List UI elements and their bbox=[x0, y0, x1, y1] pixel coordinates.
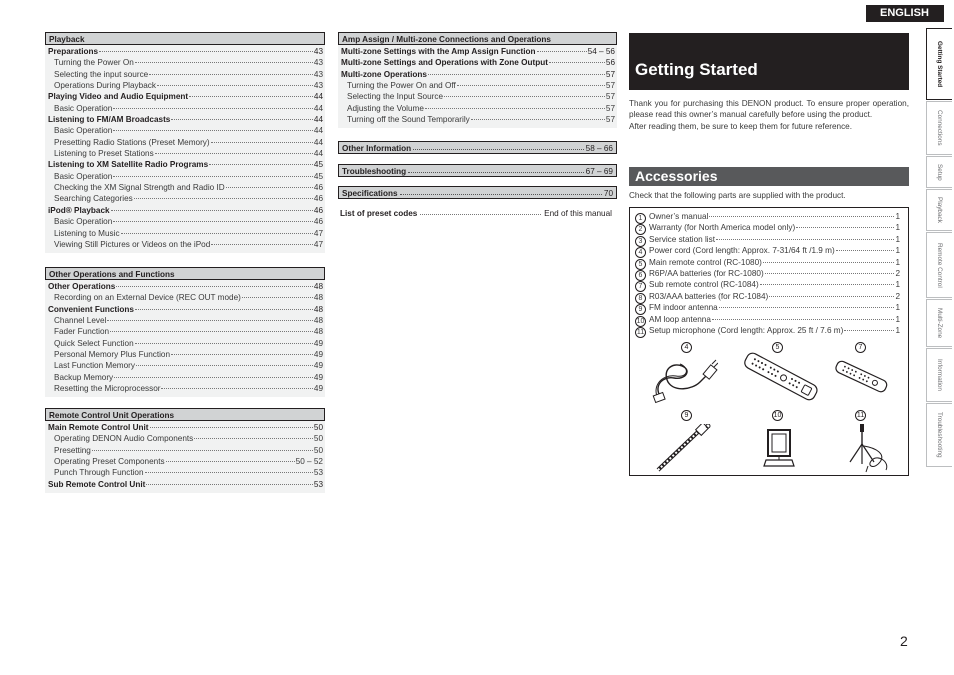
toc-entry-label: Quick Select Function bbox=[54, 338, 134, 348]
toc-entry-page: 56 bbox=[605, 58, 615, 68]
accessory-item bbox=[635, 291, 900, 302]
toc-entry-page: 49 bbox=[313, 361, 323, 371]
toc-entry-label: Personal Memory Plus Function bbox=[54, 350, 171, 360]
leader-dots bbox=[709, 216, 894, 217]
toc-amp-assign bbox=[338, 32, 617, 128]
toc-entry-label: Listening to Music bbox=[54, 228, 120, 238]
toc-entry-label: Fader Function bbox=[54, 327, 110, 337]
item-number: 1 bbox=[635, 213, 646, 224]
toc-entry-label: Multi-zone Settings and Operations with Zone Output bbox=[341, 58, 548, 68]
item-label: Warranty (for North America model only) bbox=[649, 223, 796, 233]
section-label: List of preset codes bbox=[340, 209, 418, 218]
toc-entry[interactable] bbox=[341, 46, 615, 57]
toc-preset-codes[interactable] bbox=[340, 209, 612, 218]
toc-entry-label: Viewing Still Pictures or Videos on the iPod bbox=[54, 239, 211, 249]
toc-entry[interactable] bbox=[48, 103, 323, 114]
item-quantity: 2 bbox=[895, 268, 900, 278]
main-remote-icon bbox=[738, 350, 822, 402]
item-label: R6P/AA batteries (for RC-1080) bbox=[649, 268, 764, 278]
item-number: 6 bbox=[635, 270, 646, 281]
toc-entry-label: Basic Operation bbox=[54, 217, 113, 227]
leader-dots bbox=[113, 221, 313, 222]
leader-dots bbox=[760, 284, 895, 285]
toc-entry-label: Turning off the Sound Temporarily bbox=[347, 115, 470, 125]
accessory-item bbox=[635, 279, 900, 290]
fm-antenna-icon bbox=[652, 424, 714, 474]
leader-dots bbox=[242, 297, 313, 298]
toc-entry[interactable] bbox=[48, 360, 323, 371]
toc-entry[interactable] bbox=[48, 304, 323, 315]
toc-entry[interactable] bbox=[48, 281, 323, 292]
leader-dots bbox=[157, 85, 313, 86]
toc-playback bbox=[45, 32, 325, 253]
leader-dots bbox=[150, 427, 313, 428]
item-quantity: 1 bbox=[895, 325, 900, 335]
toc-entry[interactable] bbox=[48, 46, 323, 57]
toc-entry-page: 48 bbox=[313, 304, 323, 314]
leader-dots bbox=[457, 85, 605, 86]
leader-dots bbox=[113, 130, 313, 131]
toc-entry[interactable] bbox=[48, 479, 323, 490]
toc-entry-label: Operating DENON Audio Components bbox=[54, 434, 194, 444]
toc-entry-page: 57 bbox=[605, 81, 615, 91]
toc-entry-page: 48 bbox=[313, 327, 323, 337]
leader-dots bbox=[763, 262, 895, 263]
toc-entry[interactable] bbox=[48, 114, 323, 125]
leader-dots bbox=[796, 227, 894, 228]
toc-entry[interactable] bbox=[48, 445, 323, 456]
toc-entry[interactable] bbox=[48, 228, 323, 239]
item-number: 11 bbox=[636, 328, 645, 336]
toc-entry-page: 50 bbox=[313, 434, 323, 444]
leader-dots bbox=[171, 119, 313, 120]
item-label: Service station list bbox=[649, 234, 715, 244]
toc-entry-page: 46 bbox=[313, 194, 323, 204]
toc-entry-page: 49 bbox=[313, 350, 323, 360]
accessory-item bbox=[635, 222, 900, 233]
accessory-item bbox=[635, 257, 900, 268]
section-label: Specifications bbox=[342, 189, 398, 198]
toc-entry-label: Presetting Radio Stations (Preset Memory) bbox=[54, 137, 210, 147]
leader-dots bbox=[836, 250, 895, 251]
toc-entry-label: Selecting the Input Source bbox=[347, 92, 444, 102]
leader-dots bbox=[171, 354, 313, 355]
leader-dots bbox=[145, 472, 313, 473]
intro-paragraph: Thank you for purchasing this DENON product. To ensure proper operation, please read this owner’s manual carefully before using the product. bbox=[629, 99, 909, 120]
toc-entry-label: Presetting bbox=[54, 445, 91, 455]
accessory-item bbox=[635, 211, 900, 222]
item-number: 7 bbox=[635, 281, 646, 292]
toc-entry[interactable] bbox=[48, 205, 323, 216]
leader-dots bbox=[116, 286, 313, 287]
toc-entry[interactable] bbox=[48, 80, 323, 91]
toc-entry[interactable] bbox=[48, 125, 323, 136]
item-number: 4 bbox=[635, 247, 646, 258]
leader-dots bbox=[99, 51, 313, 52]
side-tab[interactable] bbox=[926, 28, 952, 100]
toc-entry[interactable] bbox=[48, 69, 323, 80]
toc-specifications[interactable] bbox=[338, 186, 617, 199]
toc-entry-page: 44 bbox=[313, 103, 323, 113]
toc-entry-label: Preparations bbox=[48, 47, 99, 56]
toc-entry-label: Punch Through Function bbox=[54, 468, 144, 478]
leader-dots bbox=[719, 307, 895, 308]
leader-dots bbox=[425, 108, 605, 109]
item-quantity: 1 bbox=[895, 280, 900, 290]
accessory-item bbox=[635, 268, 900, 279]
toc-entry-page: 53 bbox=[313, 479, 323, 489]
toc-entry-page: 45 bbox=[313, 171, 323, 181]
toc-entry[interactable] bbox=[48, 338, 323, 349]
toc-entry-label: Listening to Preset Stations bbox=[54, 149, 154, 159]
leader-dots bbox=[549, 62, 605, 63]
toc-entry-label: Backup Memory bbox=[54, 372, 114, 382]
toc-entry[interactable] bbox=[48, 171, 323, 182]
leader-dots bbox=[428, 74, 605, 75]
toc-remote-control bbox=[45, 408, 325, 493]
page-ref: 70 bbox=[603, 189, 613, 198]
toc-entry-page: 43 bbox=[313, 81, 323, 91]
accessories-heading: Accessories bbox=[629, 167, 909, 186]
item-number: 5 bbox=[635, 259, 646, 270]
toc-entry[interactable] bbox=[48, 349, 323, 360]
item-label: R03/AAA batteries (for RC-1084) bbox=[649, 291, 769, 301]
toc-entry[interactable] bbox=[48, 372, 323, 383]
toc-entry-page: 53 bbox=[313, 468, 323, 478]
toc-entry-label: Operations During Playback bbox=[54, 81, 156, 91]
leader-dots bbox=[135, 343, 313, 344]
leader-dots bbox=[166, 461, 295, 462]
side-tab[interactable] bbox=[926, 403, 952, 467]
side-tab-label: Remote Control bbox=[936, 242, 943, 288]
item-label: Power cord (Cord length: Approx. 7-31/64 ft /1.9 m) bbox=[649, 246, 835, 256]
toc-entry-label: Main Remote Control Unit bbox=[48, 423, 149, 432]
toc-entry-label: Basic Operation bbox=[54, 103, 113, 113]
leader-dots bbox=[769, 296, 894, 297]
side-tab-label: Information bbox=[936, 359, 943, 391]
toc-entry-label: Selecting the input source bbox=[54, 69, 149, 79]
leader-dots bbox=[113, 176, 313, 177]
accessories-box bbox=[629, 207, 909, 476]
toc-entry-label: Adjusting the Volume bbox=[347, 103, 424, 113]
toc-entry-page: 43 bbox=[313, 58, 323, 68]
item-quantity: 1 bbox=[895, 234, 900, 244]
leader-dots bbox=[413, 141, 584, 150]
toc-entry-page: 45 bbox=[313, 160, 323, 170]
toc-entry-label: Resetting the Microprocessor bbox=[54, 384, 161, 394]
accessory-item bbox=[635, 314, 900, 325]
toc-entry[interactable] bbox=[48, 193, 323, 204]
toc-entry-page: 46 bbox=[313, 183, 323, 193]
leader-dots bbox=[149, 74, 313, 75]
toc-entry[interactable] bbox=[341, 69, 615, 80]
toc-entry-page: 57 bbox=[605, 115, 615, 125]
am-loop-antenna-icon bbox=[760, 426, 800, 470]
toc-entry[interactable] bbox=[48, 467, 323, 478]
toc-other-operations bbox=[45, 267, 325, 397]
leader-dots bbox=[844, 330, 894, 331]
toc-body bbox=[45, 421, 325, 493]
toc-entry[interactable] bbox=[48, 383, 323, 394]
toc-entry[interactable] bbox=[48, 216, 323, 227]
leader-dots bbox=[107, 320, 313, 321]
toc-entry-page: 44 bbox=[313, 92, 323, 102]
toc-entry-page: 50 bbox=[313, 445, 323, 455]
toc-entry-label: Operating Preset Components bbox=[54, 457, 165, 467]
toc-entry[interactable] bbox=[341, 57, 615, 68]
toc-troubleshooting[interactable] bbox=[338, 164, 617, 177]
toc-other-information[interactable] bbox=[338, 141, 617, 154]
toc-body bbox=[338, 45, 617, 128]
leader-dots bbox=[134, 198, 313, 199]
picture-label: 10 bbox=[773, 412, 782, 419]
item-quantity: 1 bbox=[895, 257, 900, 267]
toc-entry[interactable] bbox=[48, 159, 323, 170]
toc-entry[interactable] bbox=[48, 292, 323, 303]
toc-entry-label: Basic Operation bbox=[54, 171, 113, 181]
accessories-list bbox=[635, 211, 900, 336]
item-quantity: 2 bbox=[895, 291, 900, 301]
accessory-item bbox=[635, 234, 900, 245]
toc-entry[interactable] bbox=[341, 103, 615, 114]
section-header: Amp Assign / Multi-zone Connections and Operations bbox=[338, 32, 617, 45]
page-ref: End of this manual bbox=[544, 209, 612, 218]
leader-dots bbox=[209, 164, 313, 165]
power-cord-icon bbox=[652, 356, 718, 404]
leader-dots bbox=[92, 450, 313, 451]
banner-underline bbox=[629, 89, 909, 93]
item-number: 3 bbox=[635, 236, 646, 247]
item-quantity: 1 bbox=[895, 223, 900, 233]
leader-dots bbox=[712, 319, 895, 320]
toc-entry[interactable] bbox=[48, 315, 323, 326]
page-title: Getting Started bbox=[635, 60, 758, 79]
toc-entry-label: Convenient Functions bbox=[48, 304, 134, 314]
picture-label: 4 bbox=[681, 342, 692, 353]
toc-entry-label: Listening to XM Satellite Radio Programs bbox=[48, 160, 209, 170]
side-nav-tabs bbox=[926, 28, 952, 468]
side-tab[interactable] bbox=[926, 101, 952, 155]
getting-started-banner bbox=[629, 33, 909, 93]
toc-entry-label: Other Operations bbox=[48, 282, 116, 291]
leader-dots bbox=[400, 186, 602, 195]
item-quantity: 1 bbox=[895, 246, 900, 256]
leader-dots bbox=[226, 187, 313, 188]
page-ref: 58 – 66 bbox=[585, 144, 613, 153]
toc-entry-page: 44 bbox=[313, 115, 323, 125]
item-label: FM indoor antenna bbox=[649, 303, 718, 313]
leader-dots bbox=[444, 96, 605, 97]
leader-dots bbox=[420, 206, 541, 215]
toc-entry-page: 43 bbox=[313, 47, 323, 56]
setup-microphone-icon bbox=[842, 422, 898, 476]
leader-dots bbox=[765, 273, 895, 274]
leader-dots bbox=[716, 239, 894, 240]
toc-entry-page: 49 bbox=[313, 372, 323, 382]
toc-entry[interactable] bbox=[48, 148, 323, 159]
item-number: 10 bbox=[636, 317, 645, 325]
leader-dots bbox=[113, 108, 313, 109]
leader-dots bbox=[211, 142, 313, 143]
side-tab[interactable] bbox=[926, 299, 952, 347]
leader-dots bbox=[135, 62, 313, 63]
leader-dots bbox=[121, 233, 313, 234]
toc-entry-page: 50 – 52 bbox=[295, 457, 323, 467]
toc-entry[interactable] bbox=[48, 182, 323, 193]
toc-entry-page: 48 bbox=[313, 293, 323, 303]
leader-dots bbox=[471, 119, 605, 120]
item-label: Sub remote control (RC-1084) bbox=[649, 280, 759, 290]
toc-entry-page: 44 bbox=[313, 126, 323, 136]
toc-entry[interactable] bbox=[48, 137, 323, 148]
side-tab-label: Connections bbox=[936, 110, 943, 146]
toc-entry[interactable] bbox=[48, 326, 323, 337]
toc-entry-label: Playing Video and Audio Equipment bbox=[48, 92, 189, 102]
toc-entry-page: 57 bbox=[605, 103, 615, 113]
side-tab[interactable] bbox=[926, 189, 952, 231]
picture-label: 7 bbox=[855, 342, 866, 353]
leader-dots bbox=[189, 96, 313, 97]
toc-entry[interactable] bbox=[48, 456, 323, 467]
item-number: 9 bbox=[635, 304, 646, 315]
section-label: Other Information bbox=[342, 144, 412, 153]
picture-label: 9 bbox=[681, 410, 692, 421]
sub-remote-icon bbox=[830, 356, 890, 398]
toc-entry-label: Basic Operation bbox=[54, 126, 113, 136]
leader-dots bbox=[194, 438, 313, 439]
section-header: Remote Control Unit Operations bbox=[45, 408, 325, 421]
side-tab[interactable] bbox=[926, 348, 952, 402]
side-tab-label: Multi-Zone bbox=[936, 307, 943, 339]
accessory-item bbox=[635, 302, 900, 313]
toc-entry-label: Multi-zone Operations bbox=[341, 69, 427, 79]
toc-entry-label: Turning the Power On bbox=[54, 58, 134, 68]
toc-entry-label: Sub Remote Control Unit bbox=[48, 479, 146, 489]
intro-paragraph: After reading them, be sure to keep them for future reference. bbox=[629, 121, 853, 131]
toc-entry-page: 44 bbox=[313, 149, 323, 159]
toc-body bbox=[45, 280, 325, 397]
toc-entry-label: Multi-zone Settings with the Amp Assign Function bbox=[341, 47, 536, 56]
section-header: Playback bbox=[45, 32, 325, 45]
item-number: 8 bbox=[635, 293, 646, 304]
toc-entry-page: 43 bbox=[313, 69, 323, 79]
toc-entry-label: Channel Level bbox=[54, 316, 107, 326]
intro-text bbox=[629, 98, 909, 132]
toc-entry-label: Checking the XM Signal Strength and Radio ID bbox=[54, 183, 225, 193]
toc-entry-label: Last Function Memory bbox=[54, 361, 135, 371]
leader-dots bbox=[408, 164, 584, 173]
item-quantity: 1 bbox=[895, 314, 900, 324]
side-tab-label: Getting Started bbox=[936, 40, 943, 88]
leader-dots bbox=[146, 484, 313, 485]
toc-entry-page: 47 bbox=[313, 239, 323, 249]
toc-entry-label: Searching Categories bbox=[54, 194, 133, 204]
item-quantity: 1 bbox=[895, 212, 900, 221]
leader-dots bbox=[136, 365, 313, 366]
toc-entry[interactable] bbox=[48, 239, 323, 250]
toc-entry-page: 48 bbox=[313, 316, 323, 326]
item-number: 2 bbox=[635, 224, 646, 235]
toc-entry-label: Listening to FM/AM Broadcasts bbox=[48, 115, 171, 125]
leader-dots bbox=[111, 210, 313, 211]
toc-body bbox=[45, 45, 325, 253]
language-tab: ENGLISH bbox=[866, 5, 944, 22]
toc-entry-page: 46 bbox=[313, 205, 323, 215]
picture-label: 11 bbox=[856, 412, 865, 419]
side-tab-label: Playback bbox=[936, 197, 943, 223]
toc-entry-label: iPod® Playback bbox=[48, 205, 110, 215]
page-number: 2 bbox=[900, 633, 908, 649]
toc-entry[interactable] bbox=[48, 91, 323, 102]
section-label: Troubleshooting bbox=[342, 167, 407, 176]
toc-entry-page: 57 bbox=[605, 92, 615, 102]
picture-label: 5 bbox=[772, 342, 783, 353]
toc-entry[interactable] bbox=[48, 433, 323, 444]
item-quantity: 1 bbox=[895, 303, 900, 313]
item-label: AM loop antenna bbox=[649, 314, 711, 324]
section-header: Other Operations and Functions bbox=[45, 267, 325, 280]
toc-entry-page: 57 bbox=[605, 69, 615, 79]
toc-entry-label: Turning the Power On and Off bbox=[347, 81, 456, 91]
toc-entry[interactable] bbox=[341, 91, 615, 102]
accessory-item bbox=[635, 325, 900, 336]
leader-dots bbox=[155, 153, 313, 154]
toc-entry-page: 50 bbox=[313, 423, 323, 432]
side-tab-label: Setup bbox=[936, 163, 943, 181]
toc-entry-page: 49 bbox=[313, 338, 323, 348]
leader-dots bbox=[537, 51, 587, 52]
toc-entry[interactable] bbox=[341, 80, 615, 91]
leader-dots bbox=[161, 388, 312, 389]
item-label: Owner’s manual bbox=[649, 212, 709, 221]
toc-entry-page: 54 – 56 bbox=[587, 47, 615, 56]
toc-entry-page: 46 bbox=[313, 217, 323, 227]
side-tab[interactable] bbox=[926, 156, 952, 188]
toc-entry[interactable] bbox=[48, 422, 323, 433]
toc-entry-page: 49 bbox=[313, 384, 323, 394]
leader-dots bbox=[110, 331, 313, 332]
item-label: Setup microphone (Cord length: Approx. 25 ft / 7.6 m) bbox=[649, 325, 844, 335]
leader-dots bbox=[114, 377, 313, 378]
toc-entry[interactable] bbox=[48, 57, 323, 68]
side-tab-label: Troubleshooting bbox=[936, 412, 943, 458]
toc-entry-page: 47 bbox=[313, 228, 323, 238]
toc-entry-label: Recording on an External Device (REC OUT mode) bbox=[54, 293, 241, 303]
toc-entry[interactable] bbox=[341, 114, 615, 125]
accessory-item bbox=[635, 245, 900, 256]
accessories-intro: Check that the following parts are supplied with the product. bbox=[629, 191, 846, 200]
toc-entry-page: 44 bbox=[313, 137, 323, 147]
leader-dots bbox=[211, 244, 313, 245]
leader-dots bbox=[135, 309, 313, 310]
page-ref: 67 – 69 bbox=[585, 167, 613, 176]
item-label: Main remote control (RC-1080) bbox=[649, 257, 762, 267]
side-tab[interactable] bbox=[926, 232, 952, 298]
toc-entry-page: 48 bbox=[313, 282, 323, 291]
